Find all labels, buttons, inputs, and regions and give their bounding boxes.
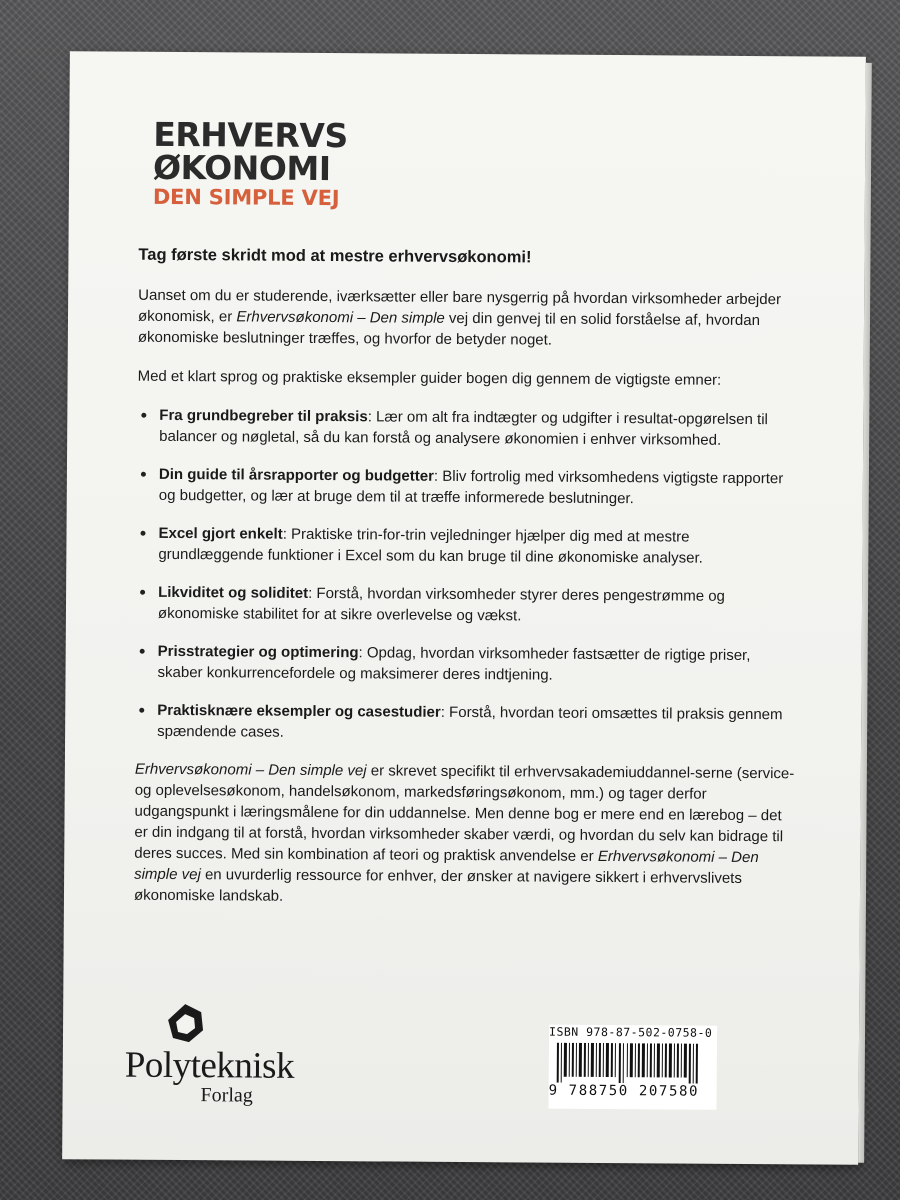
barcode-digits: 9 788750 207580	[548, 1082, 700, 1100]
topic-title: Din guide til årsrapporter og budgetter	[158, 465, 435, 485]
topic-item	[135, 700, 795, 747]
closing-text-2: en uvurderlig ressource for enhver, der ønsker at navigere sikkert i erhvervslivets økonomiske landskab.	[133, 866, 742, 905]
topic-title: Prisstrategier og optimering	[157, 642, 359, 662]
topic-title: Fra grundbegreber til praksis	[159, 406, 368, 426]
topic-item	[136, 582, 796, 629]
cover-title-block	[152, 114, 348, 211]
blurb-lead: Tag første skridt mod at mestre erhvervsøkonomi!	[138, 245, 532, 267]
topic-text: : Opdag, hvordan virksomheder fastsætter de rigtige priser, skaber konkurrencefordele og maksimerer deres indtjening.	[157, 644, 751, 684]
closing-text-1: er skrevet specifikt til erhvervsakademiuddannel-serne (service- og oplevelsesøkonom, handelsøkonom, markedsføringsøkonom, mm.) og tager derfor udgangspunkt i læringsmålene for din uddannelse. Men denne bog er mere end en lærebog – det er din indgang til at forstå, hvordan virksomheder skaber værdi, og hvordan du selv kan bidrage til deres succes. Med sin kombination af teori og praktisk anvendelse er	[134, 762, 795, 865]
topic-title: Praktisknære eksempler og casestudier	[157, 701, 441, 721]
intro-text-b: vej din genvej til en solid forståelse af, hvordan økonomiske beslutninger træffes, og hvorfor de betyder noget.	[137, 309, 761, 349]
closing-italic-2: Erhvervsøkonomi – Den simple vej	[134, 847, 759, 884]
publisher-logo	[124, 1002, 325, 1113]
closing-paragraph	[134, 759, 795, 911]
topic-item	[137, 405, 797, 452]
topic-title: Likviditet og soliditet	[158, 583, 309, 602]
intro-text-a: Uanset om du er studerende, iværksætter eller bare nysgerrig på hvordan virksomheder arbejder økonomisk, er	[137, 286, 782, 326]
polyteknisk-logo-icon	[165, 1002, 205, 1046]
topic-text: : Praktiske trin-for-trin vejledninger hjælper dig med at mestre grundlæggende funktioner i Excel som du kan bruge til dine økonomiske analyser.	[158, 525, 703, 567]
barcode-icon	[549, 1043, 709, 1084]
topic-text: : Lær om alt fra indtægter og udgifter i resultat-opgørelsen til balancer og nøgletal, så du kan forstå og analysere økonomien i enhver virksomhed.	[159, 408, 768, 449]
topic-item	[137, 464, 797, 511]
topic-text: : Bliv fortrolig med virksomhedens vigtigste rapporter og budgetter, og lær at bruge dem til at træffe informerede beslutninger.	[158, 467, 784, 508]
topic-list	[135, 405, 797, 747]
cover-subtitle: DEN SIMPLE VEJ	[152, 184, 340, 211]
topic-item	[136, 523, 796, 570]
book-page-edge	[858, 63, 872, 1163]
closing-italic-1: Erhvervsøkonomi – Den simple vej	[134, 760, 367, 780]
topic-text: : Forstå, hvordan virksomheder styrer deres pengestrømme og økonomiske stabilitet for at sikre overlevelse og vækst.	[157, 584, 726, 625]
blurb-content	[134, 246, 799, 929]
isbn-label: ISBN 978-87-502-0758-0	[548, 1024, 713, 1040]
isbn-barcode	[549, 1025, 718, 1110]
topic-title: Excel gjort enkelt	[158, 524, 283, 543]
publisher-sub: Forlag	[200, 1084, 253, 1107]
topic-item	[135, 641, 795, 688]
publisher-name: Polyteknisk	[124, 1044, 295, 1087]
topic-text: : Forstå, hvordan teori omsættes til praksis gennem spændende cases.	[157, 703, 783, 741]
intro-paragraph	[138, 285, 798, 353]
intro-italic: Erhvervsøkonomi – Den simple	[236, 308, 445, 327]
title-line-1: ERHVERVS	[153, 114, 348, 156]
title-line-2: ØKONOMI	[152, 147, 331, 189]
topics-intro: Med et klart sprog og praktiske eksempler guider bogen dig gennem de vigtigste emner:	[137, 367, 722, 389]
book-back-cover	[62, 51, 866, 1165]
